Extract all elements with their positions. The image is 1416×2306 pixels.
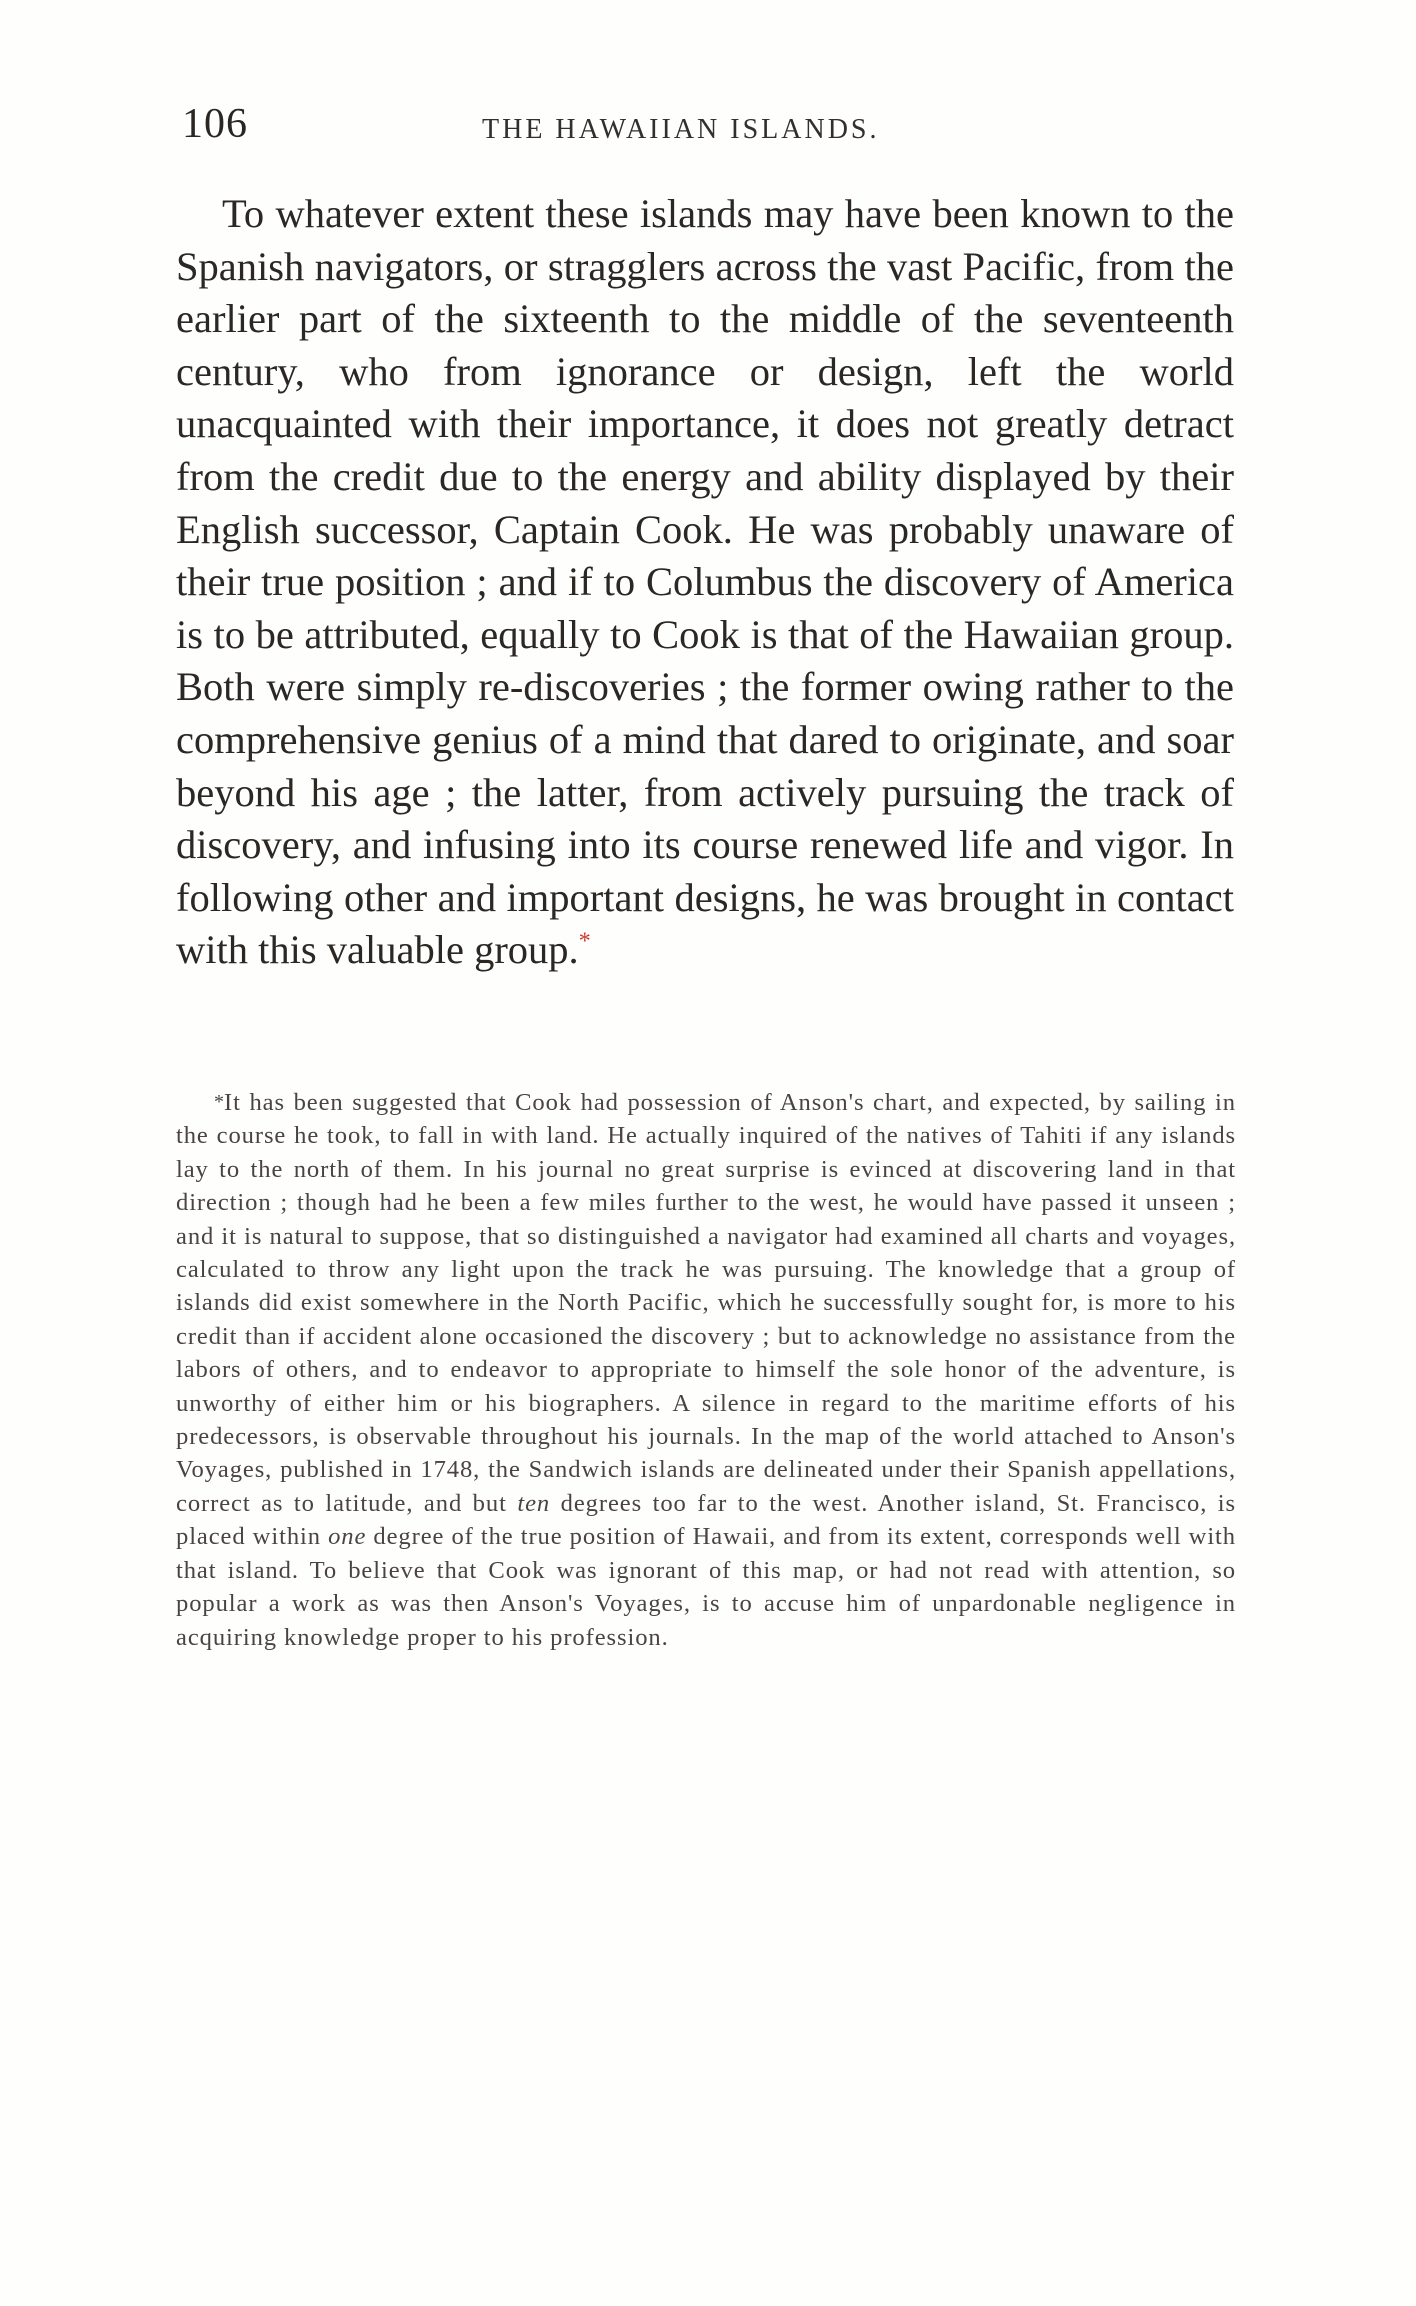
footnote [176, 1086, 1236, 1654]
footnote-marker: * [214, 1091, 224, 1113]
footnote-text-part3: degree of the true position of Hawaii, and from its extent, corresponds well with that island. To believe that Cook was ignorant of this map, or had not read with attention, so popular a work as was then Anson's Voyages, is to accuse him of unpardonable negligence in acquiring knowledge proper to his profession. [176, 1523, 1236, 1651]
body-paragraph-text: To whatever extent these islands may have been known to the Spanish navigators, or stragglers across the vast Pacific, from the earlier part of the sixteenth to the middle of the seventeenth century, who from ignorance or design, left the world unacquainted with their importance, it does not greatly detract from the credit due to the energy and ability displayed by their English successor, Captain Cook. He was probably unaware of their true position ; and if to Columbus the discovery of America is to be attributed, equally to Cook is that of the Hawaiian group. Both were simply re-discoveries ; the former owing rather to the comprehensive genius of a mind that dared to originate, and soar beyond his age ; the latter, from actively pursuing the track of discovery, and infusing into its course renewed life and vigor. In following other and important designs, he was brought in contact with this valuable group. [176, 191, 1234, 973]
page-header [182, 100, 1234, 160]
body-paragraph [176, 188, 1234, 977]
page-number: 106 [182, 101, 248, 147]
footnote-italic-one: one [328, 1523, 367, 1551]
running-head: THE HAWAIIAN ISLANDS. [482, 114, 880, 145]
footnote-text-part1: It has been suggested that Cook had possession of Anson's chart, and expected, by sailing in the course he took, to fall in with land. He actually inquired of the natives of Tahiti if any islands lay to the north of them. In his journal no great surprise is evinced at discovering land in that direction ; though had he been a few miles further to the west, he would have passed it unseen ; and it is natural to suppose, that so distinguished a navigator had examined all charts and voyages, calculated to throw any light upon the track he was pursuing. The knowledge that a group of islands did exist somewhere in the North Pacific, which he successfully sought for, is more to his credit than if accident alone occasioned the discovery ; but to acknowledge no assistance from the labors of others, and to endeavor to appropriate to himself the sole honor of the adventure, is unworthy of either him or his biographers. A silence in regard to the maritime efforts of his predecessors, is observable throughout his journals. In the map of the world attached to Anson's Voyages, published in 1748, the Sandwich islands are delineated under their Spanish appellations, correct as to latitude, and but [176, 1089, 1236, 1517]
footnote-italic-ten: ten [517, 1489, 551, 1517]
footnote-reference-marker: * [578, 928, 591, 955]
footnote-text-part2: degrees too far to the west. Another island, St. Francisco, is placed within [176, 1489, 1237, 1551]
